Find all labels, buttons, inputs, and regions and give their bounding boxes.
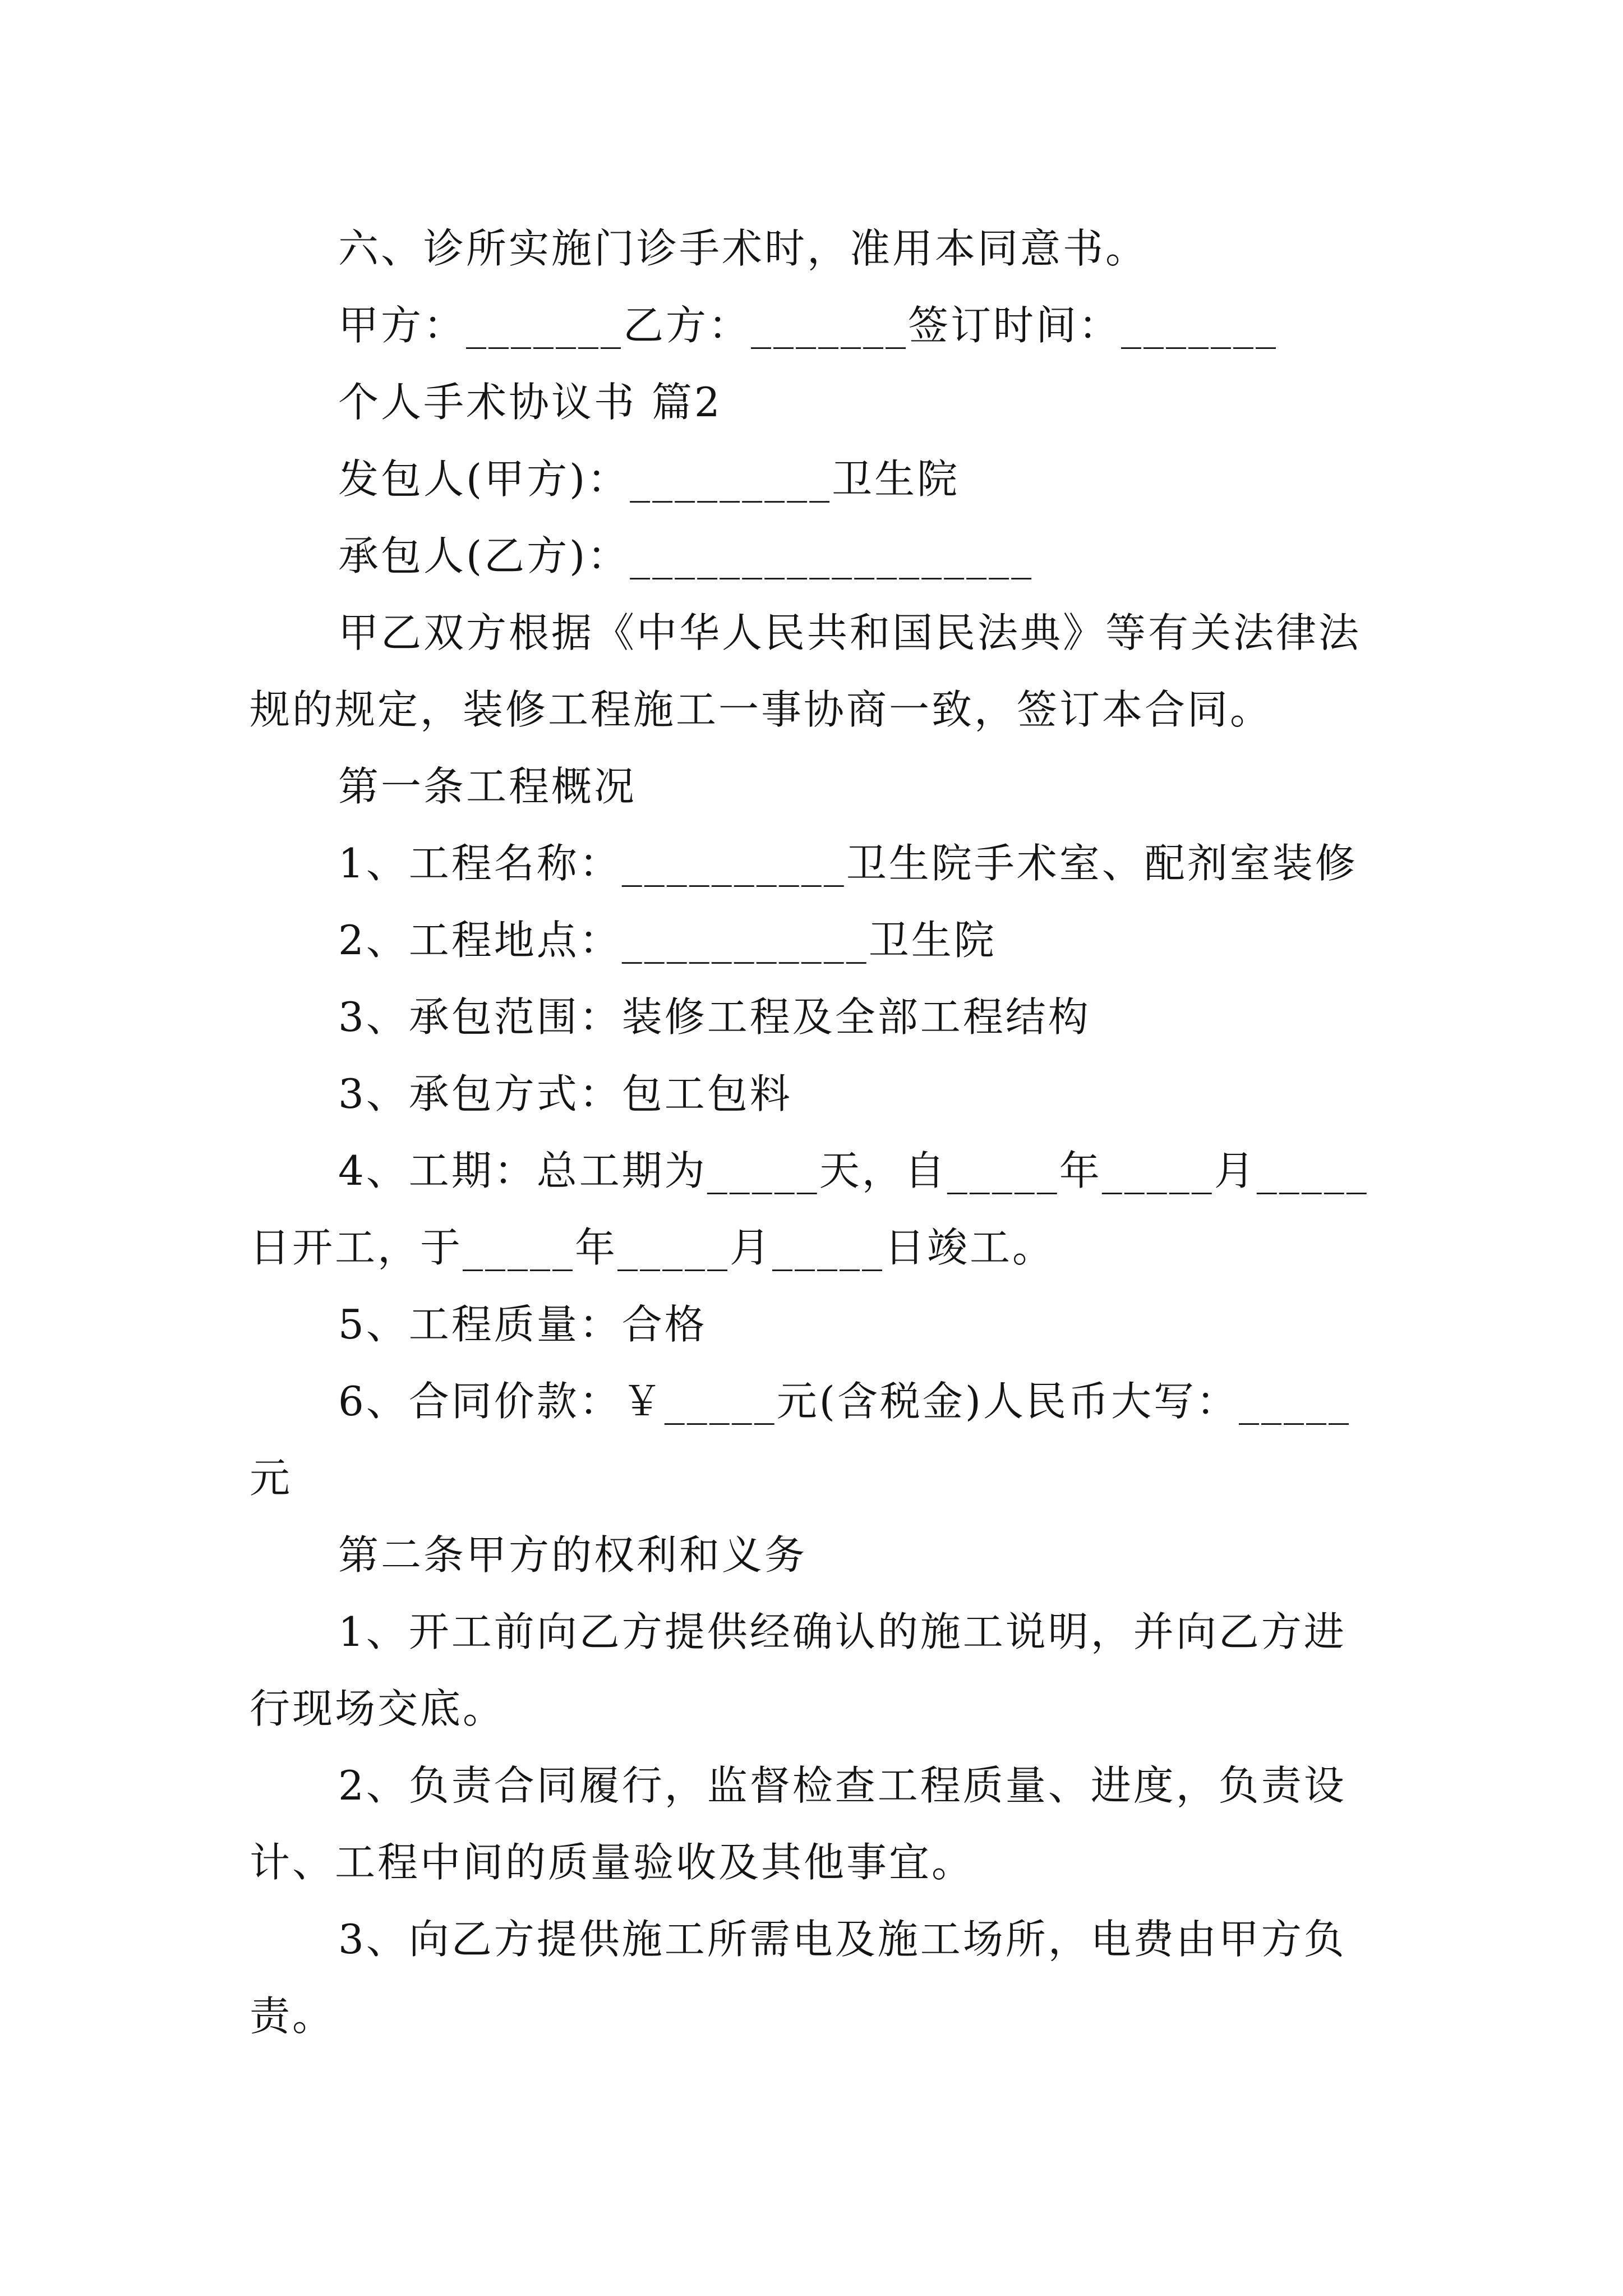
paragraph-preamble: 甲乙双方根据《中华人民共和国民法典》等有关法律法规的规定，装修工程施工一事协商一致，签订本合同。 <box>250 609 1362 733</box>
document-body <box>250 210 1382 2055</box>
paragraph-contract-price: 6、合同价款：￥_____元(含税金)人民币大写：_____元 <box>250 1378 1351 1502</box>
article-heading-2: 第二条甲方的权利和义务 <box>338 1531 808 1579</box>
paragraph-party-a: 发包人(甲方)：_________卫生院 <box>338 455 960 503</box>
paragraph-clinic-consent: 六、诊所实施门诊手术时，准用本同意书。 <box>338 225 1149 272</box>
paragraph-signature-line: 甲方：_______乙方：_______签订时间：_______ <box>338 302 1279 349</box>
article-heading-1: 第一条工程概况 <box>338 763 637 810</box>
paragraph-duty-2: 2、负责合同履行，监督检查工程质量、进度，负责设计、工程中间的质量验收及其他事宜。 <box>250 1762 1347 1886</box>
paragraph-contract-scope: 3、承包范围：装修工程及全部工程结构 <box>338 993 1091 1041</box>
paragraph-quality: 5、工程质量：合格 <box>338 1301 707 1348</box>
paragraph-duty-1: 1、开工前向乙方提供经确认的施工说明，并向乙方进行现场交底。 <box>250 1608 1347 1732</box>
paragraph-party-b: 承包人(乙方)：__________________ <box>338 532 1034 579</box>
paragraph-project-location: 2、工程地点：___________卫生院 <box>338 917 997 964</box>
paragraph-project-name: 1、工程名称：__________卫生院手术室、配剂室装修 <box>338 840 1358 887</box>
paragraph-schedule: 4、工期：总工期为_____天，自_____年_____月_____日开工，于_____年_____月_____日竣工。 <box>250 1147 1369 1271</box>
paragraph-duty-3: 3、向乙方提供施工所需电及施工场所，电费由甲方负责。 <box>250 1916 1347 2040</box>
section-heading-part-2: 个人手术协议书 篇2 <box>338 379 722 426</box>
paragraph-contract-method: 3、承包方式：包工包料 <box>338 1070 792 1117</box>
